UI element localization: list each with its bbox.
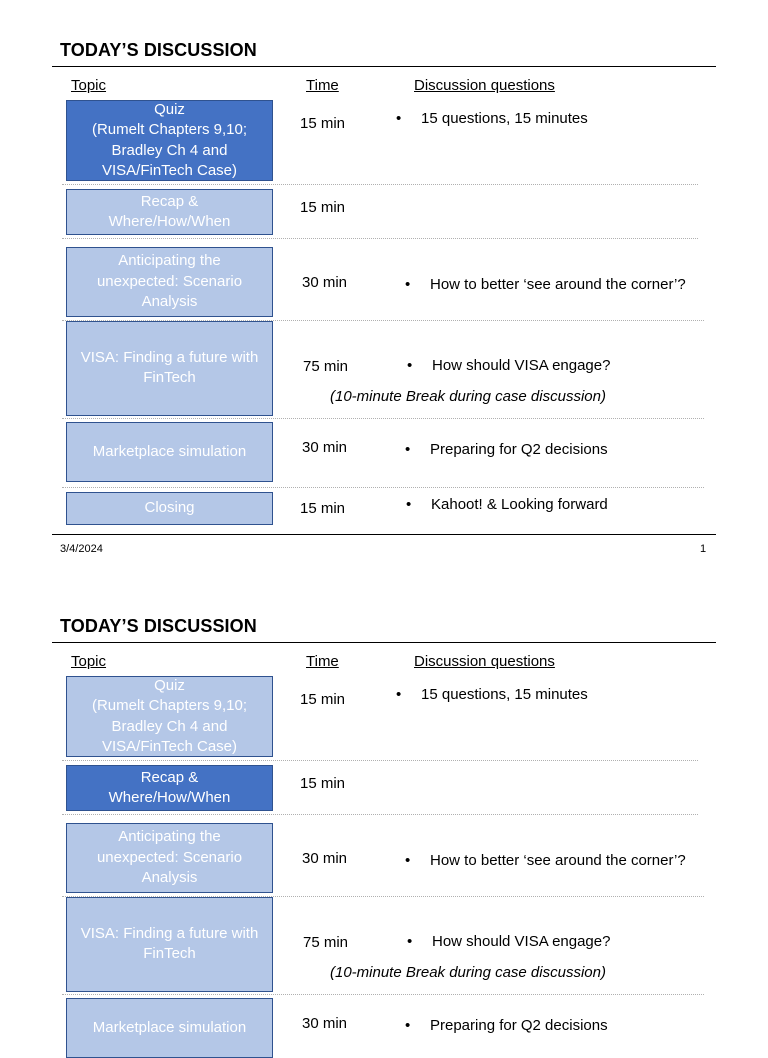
time-value: 30 min [302, 439, 348, 456]
slide-2 [0, 576, 768, 1036]
bullet-text: How should VISA engage? [432, 933, 611, 950]
questions-header: Discussion questions [414, 653, 555, 670]
topic-line: Anticipating the [118, 252, 221, 270]
bullet-text: How should VISA engage? [432, 357, 611, 374]
bullet-icon: • [405, 852, 411, 869]
bullet-text: 15 questions, 15 minutes [421, 686, 588, 703]
topic-line: Recap & [140, 768, 199, 786]
time-value: 75 min [303, 934, 349, 951]
topic-line: Quiz [154, 676, 185, 694]
bullet-icon: • [396, 110, 402, 127]
topic-line: Marketplace simulation [92, 1018, 247, 1036]
bullet-text: 15 questions, 15 minutes [421, 110, 588, 127]
topic-line: (Rumelt Chapters 9,10; [91, 697, 248, 715]
time-header: Time [306, 653, 339, 670]
bullet-icon: • [396, 686, 402, 703]
topic-box-closing [66, 492, 273, 525]
time-value: 15 min [300, 691, 346, 708]
bullet-text: Kahoot! & Looking forward [431, 496, 608, 513]
row-separator [62, 184, 698, 185]
row-separator [62, 760, 698, 761]
topic-line: Quiz [154, 100, 185, 118]
bullet-icon: • [407, 933, 413, 950]
bullet-icon: • [406, 496, 412, 513]
bullet-icon: • [405, 1017, 411, 1034]
row-separator [62, 814, 698, 815]
topic-line: VISA/FinTech Case) [101, 161, 238, 179]
topic-box-recap [66, 189, 273, 235]
bullet-text: Preparing for Q2 decisions [430, 1017, 608, 1034]
title-divider [52, 642, 716, 643]
row-separator [62, 238, 698, 239]
topic-box-visa-fintech [66, 897, 273, 992]
topic-line: VISA: Finding a future with [80, 925, 259, 942]
topic-line: FinTech [143, 369, 196, 387]
topic-line: Recap & [140, 192, 199, 210]
break-note: (10-minute Break during case discussion) [330, 964, 606, 981]
bullet-text: How to better ‘see around the corner’? [430, 276, 686, 293]
topic-box-recap [66, 765, 273, 811]
questions-header: Discussion questions [414, 77, 555, 94]
topic-line: Analysis [141, 293, 198, 311]
topic-header: Topic [71, 653, 107, 670]
bullet-text: How to better ‘see around the corner’? [430, 852, 686, 869]
topic-line: Where/How/When [108, 789, 231, 806]
row-separator [62, 487, 704, 488]
topic-line: VISA/FinTech Case) [101, 737, 238, 755]
topic-box-quiz [66, 100, 273, 181]
topic-header: Topic [71, 77, 107, 94]
bullet-icon: • [405, 441, 411, 458]
time-value: 15 min [300, 115, 346, 132]
slide-title: TODAY’S DISCUSSION [60, 40, 257, 60]
time-value: 15 min [300, 199, 346, 216]
time-value: 30 min [302, 1015, 348, 1032]
slide-title: TODAY’S DISCUSSION [60, 616, 257, 636]
footer-page-number: 1 [700, 543, 707, 555]
topic-box-scenario-analysis [66, 823, 273, 893]
topic-box-quiz [66, 676, 273, 757]
topic-line: unexpected: Scenario [96, 272, 243, 290]
time-header: Time [306, 77, 339, 94]
topic-line: Bradley Ch 4 and [111, 141, 228, 159]
topic-box-scenario-analysis [66, 247, 273, 317]
topic-line: (Rumelt Chapters 9,10; [91, 121, 248, 139]
bullet-text: Preparing for Q2 decisions [430, 441, 608, 458]
footer-divider [52, 534, 716, 535]
bullet-icon: • [405, 276, 411, 293]
bullet-icon: • [407, 357, 413, 374]
footer-date: 3/4/2024 [60, 543, 103, 555]
topic-line: Marketplace simulation [92, 442, 247, 460]
row-separator [62, 418, 704, 419]
topic-line: Where/How/When [108, 213, 231, 230]
title-divider [52, 66, 716, 67]
topic-line: Bradley Ch 4 and [111, 717, 228, 735]
topic-line: unexpected: Scenario [96, 848, 243, 866]
time-value: 75 min [303, 358, 349, 375]
row-separator [62, 994, 704, 995]
topic-line: VISA: Finding a future with [80, 349, 259, 366]
topic-box-marketplace-simulation [66, 422, 273, 482]
topic-line: Analysis [141, 869, 198, 887]
topic-line: Anticipating the [118, 828, 221, 846]
break-note: (10-minute Break during case discussion) [330, 388, 606, 405]
time-value: 30 min [302, 274, 348, 291]
topic-box-visa-fintech [66, 321, 273, 416]
topic-line: FinTech [143, 945, 196, 963]
time-value: 15 min [300, 500, 346, 517]
topic-box-marketplace-simulation [66, 998, 273, 1058]
topic-line: Closing [144, 499, 195, 517]
time-value: 15 min [300, 775, 346, 792]
time-value: 30 min [302, 850, 348, 867]
